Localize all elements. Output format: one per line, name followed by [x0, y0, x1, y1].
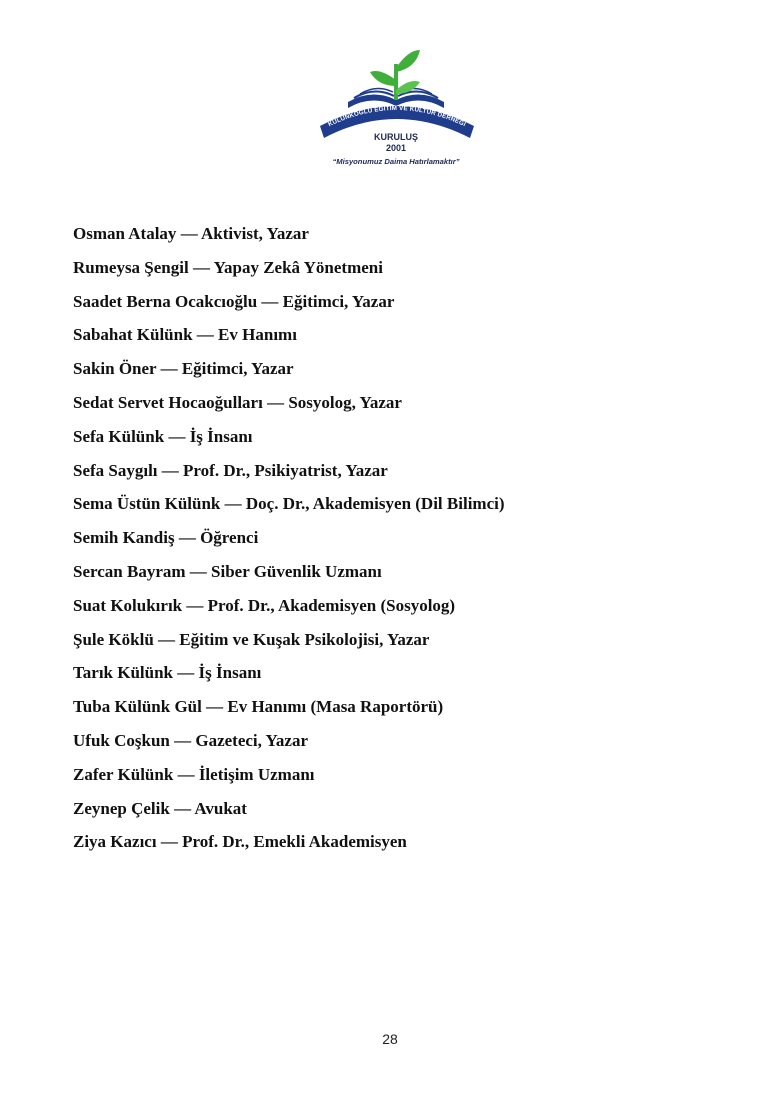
name-role-separator: — [157, 460, 184, 480]
name-role-separator: — [164, 426, 190, 446]
name-role-separator: — [169, 730, 196, 750]
name-role-separator: — [188, 257, 214, 277]
name-role-separator: — [173, 764, 199, 784]
person-role: Eğitimci, Yazar [181, 359, 294, 379]
list-item [73, 255, 505, 289]
person-role: Gazeteci, Yazar [195, 730, 309, 750]
name-role-separator: — [201, 697, 228, 717]
list-item [73, 322, 505, 356]
name-role-separator: — [173, 663, 199, 683]
person-role: İletişim Uzmanı [198, 764, 315, 784]
person-role: Öğrenci [200, 528, 259, 548]
person-role: Doç. Dr., Akademisyen (Dil Bilimci) [245, 494, 505, 514]
person-role: Aktivist, Yazar [201, 224, 309, 243]
person-name: Saadet Berna Ocakcıoğlu [73, 291, 258, 311]
name-role-separator: — [262, 392, 289, 412]
name-role-separator: — [176, 224, 201, 243]
list-item [73, 593, 505, 627]
list-item [73, 424, 505, 458]
person-name: Sefa Saygılı [73, 460, 158, 480]
name-role-separator: — [153, 629, 180, 649]
list-item [73, 559, 505, 593]
list-item [73, 390, 505, 424]
person-name: Rumeysa Şengil [73, 257, 189, 277]
list-item [73, 829, 505, 863]
person-name: Suat Kolukırık [73, 595, 183, 615]
list-item [73, 491, 505, 525]
person-name: Osman Atalay [73, 224, 177, 243]
person-name: Sercan Bayram [73, 561, 186, 581]
person-name: Sakin Öner [73, 359, 157, 379]
person-name: Sedat Servet Hocaoğulları [73, 392, 263, 412]
person-role: Ev Hanımı [218, 325, 297, 345]
list-item [73, 762, 505, 796]
name-role-separator: — [182, 595, 208, 615]
name-role-separator: — [220, 494, 246, 514]
name-role-separator: — [169, 798, 195, 818]
logo-founded-label: KURULUŞ [374, 132, 418, 142]
person-role: Siber Güvenlik Uzmanı [211, 561, 382, 581]
person-name: Sema Üstün Külünk [73, 494, 221, 514]
logo-motto: “Misyonumuz Daima Hatırlamaktır” [332, 157, 460, 166]
name-role-separator: — [192, 325, 219, 345]
person-role: Sosyolog, Yazar [288, 392, 402, 412]
list-item [73, 728, 505, 762]
list-item [73, 660, 505, 694]
list-item [73, 458, 505, 492]
person-role: Yapay Zekâ Yönetmeni [213, 257, 383, 277]
person-name: Ufuk Coşkun [73, 730, 170, 750]
name-role-separator: — [174, 528, 201, 548]
logo-founded-year: 2001 [385, 143, 407, 153]
list-item [73, 796, 505, 830]
person-role: Ev Hanımı (Masa Raportörü) [227, 697, 444, 717]
person-name: Sefa Külünk [73, 426, 165, 446]
person-role: Prof. Dr., Emekli Akademisyen [182, 832, 407, 852]
person-role: İş İnsanı [198, 663, 262, 683]
person-name: Ziya Kazıcı [73, 832, 157, 852]
list-item [73, 289, 505, 323]
person-role: Avukat [194, 798, 247, 818]
list-item [73, 627, 505, 661]
person-role: Eğitimci, Yazar [282, 291, 395, 311]
list-item [73, 356, 505, 390]
person-role: Eğitim ve Kuşak Psikolojisi, Yazar [179, 629, 430, 649]
person-name: Zeynep Çelik [73, 798, 170, 818]
name-role-separator: — [257, 291, 283, 311]
person-name: Semih Kandiş [73, 528, 175, 548]
association-logo [308, 42, 484, 174]
name-role-separator: — [156, 359, 182, 379]
person-role: Prof. Dr., Psikiyatrist, Yazar [183, 460, 388, 480]
person-role: İş İnsanı [189, 426, 253, 446]
name-role-separator: — [185, 561, 212, 581]
person-name: Sabahat Külünk [73, 325, 193, 345]
list-item [73, 694, 505, 728]
page-number: 28 [382, 1031, 398, 1047]
person-name: Tuba Külünk Gül [73, 697, 202, 717]
logo-arc-text: KÜLÜNKOĞLU EĞİTİM VE KÜLTÜR DERNEĞİ [327, 104, 467, 129]
list-item [73, 525, 505, 559]
list-item [73, 221, 505, 255]
person-name: Zafer Külünk [73, 764, 174, 784]
person-name: Tarık Külünk [73, 663, 174, 683]
person-name: Şule Köklü [73, 629, 154, 649]
participant-list [73, 221, 505, 863]
name-role-separator: — [156, 832, 183, 852]
person-role: Prof. Dr., Akademisyen (Sosyolog) [207, 595, 456, 615]
